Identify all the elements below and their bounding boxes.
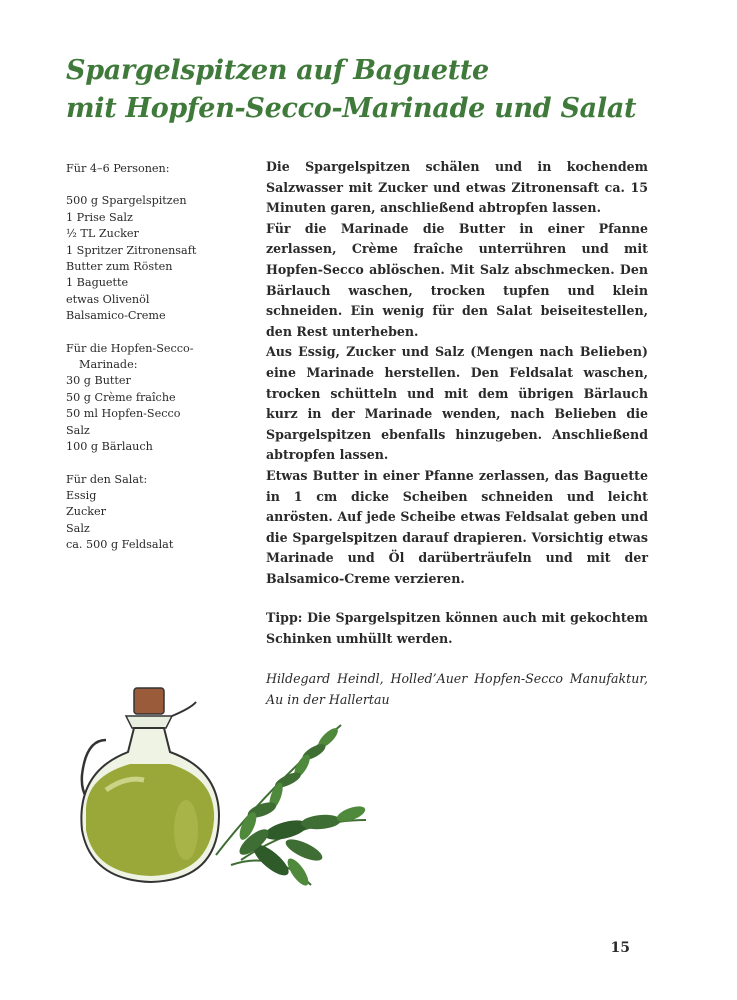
ingredient-item: 50 ml Hopfen-Secco	[66, 407, 181, 421]
method-text	[266, 157, 648, 589]
servings-group	[66, 161, 241, 177]
ingredient-item: 500 g Spargelspitzen	[66, 194, 187, 208]
tip-block	[266, 608, 648, 649]
recipe-title	[66, 52, 686, 128]
ingredient-item: Essig	[66, 488, 97, 502]
method-paragraph: Für die Marinade die Butter in einer Pfanne zerlassen, Crème fraîche unterrühren und mit Hopfen-Secco ablöschen. Mit Salz abschmecken. Den Bärlauch waschen, trocken tupfen und klein schneiden. Ein wenig für den Salat beiseitestellen, den Rest unterheben.	[266, 220, 648, 339]
ingredient-item: 1 Baguette	[66, 276, 129, 290]
herb-leaves	[216, 725, 367, 889]
marinade-ingredients-list	[66, 341, 241, 456]
oil-bottle	[81, 688, 219, 882]
ingredient-item: Balsamico-Creme	[66, 309, 166, 323]
ingredient-item: etwas Olivenöl	[66, 292, 150, 306]
ingredient-item: 50 g Crème fraîche	[66, 390, 176, 404]
ingredient-item: Salz	[66, 423, 90, 437]
recipe-title-line-2: mit Hopfen-Secco-Marinade und Salat	[66, 93, 637, 124]
ingredient-item: ca. 500 g Feldsalat	[66, 538, 174, 552]
ingredient-item: 1 Prise Salz	[66, 210, 133, 224]
salad-heading: Für den Salat:	[66, 472, 148, 486]
marinade-heading-cont: Marinade:	[79, 358, 138, 372]
tip-text: Die Spargelspitzen können auch mit gekochtem Schinken umhüllt werden.	[266, 610, 649, 646]
main-ingredients-list	[66, 193, 241, 324]
ingredients-column	[66, 161, 241, 570]
method-paragraph: Die Spargelspitzen schälen und in kochendem Salzwasser mit Zucker und etwas Zitronensaft ca. 15 Minuten garen, anschließend abtropfen lassen.	[266, 159, 648, 216]
ingredient-item: Zucker	[66, 505, 106, 519]
ingredient-item: 30 g Butter	[66, 374, 131, 388]
ingredient-item: Salz	[66, 521, 90, 535]
ingredient-item: Butter zum Rösten	[66, 260, 173, 274]
salad-ingredients-list	[66, 472, 241, 554]
method-paragraph: Etwas Butter in einer Pfanne zerlassen, das Baguette in 1 cm dicke Scheiben schneiden und leicht anrösten. Auf jede Scheibe etwas Feldsalat geben und die Spargelspitzen darauf drapieren. Vorsichtig etwas Marinade und Öl darüberträufeln und mit der Balsamico-Creme verzieren.	[266, 467, 648, 586]
recipe-credit: Hildegard Heindl, Holled’Auer Hopfen-Secco Manufaktur, Au in der Hallertau	[266, 671, 648, 707]
recipe-title-line-1: Spargelspitzen auf Baguette	[66, 55, 489, 86]
page-number: 15	[610, 940, 630, 956]
marinade-heading: Für die Hopfen-Secco-	[66, 341, 194, 355]
method-paragraph: Aus Essig, Zucker und Salz (Mengen nach Belieben) eine Marinade herstellen. Den Feldsalat waschen, trocken schütteln und mit dem übrigen Bärlauch kurz in der Marinade wenden, nach Belieben die Spargelspitzen ebenfalls hinzugeben. Anschließend abtropfen lassen.	[266, 344, 648, 463]
oil-bottle-illustration	[66, 680, 386, 900]
servings-text: Für 4–6 Personen:	[66, 162, 170, 175]
tip-label: Tipp:	[266, 610, 303, 625]
ingredient-item: 1 Spritzer Zitronensaft	[66, 243, 197, 257]
ingredient-item: ½ TL Zucker	[66, 227, 139, 241]
ingredient-item: 100 g Bärlauch	[66, 440, 153, 454]
